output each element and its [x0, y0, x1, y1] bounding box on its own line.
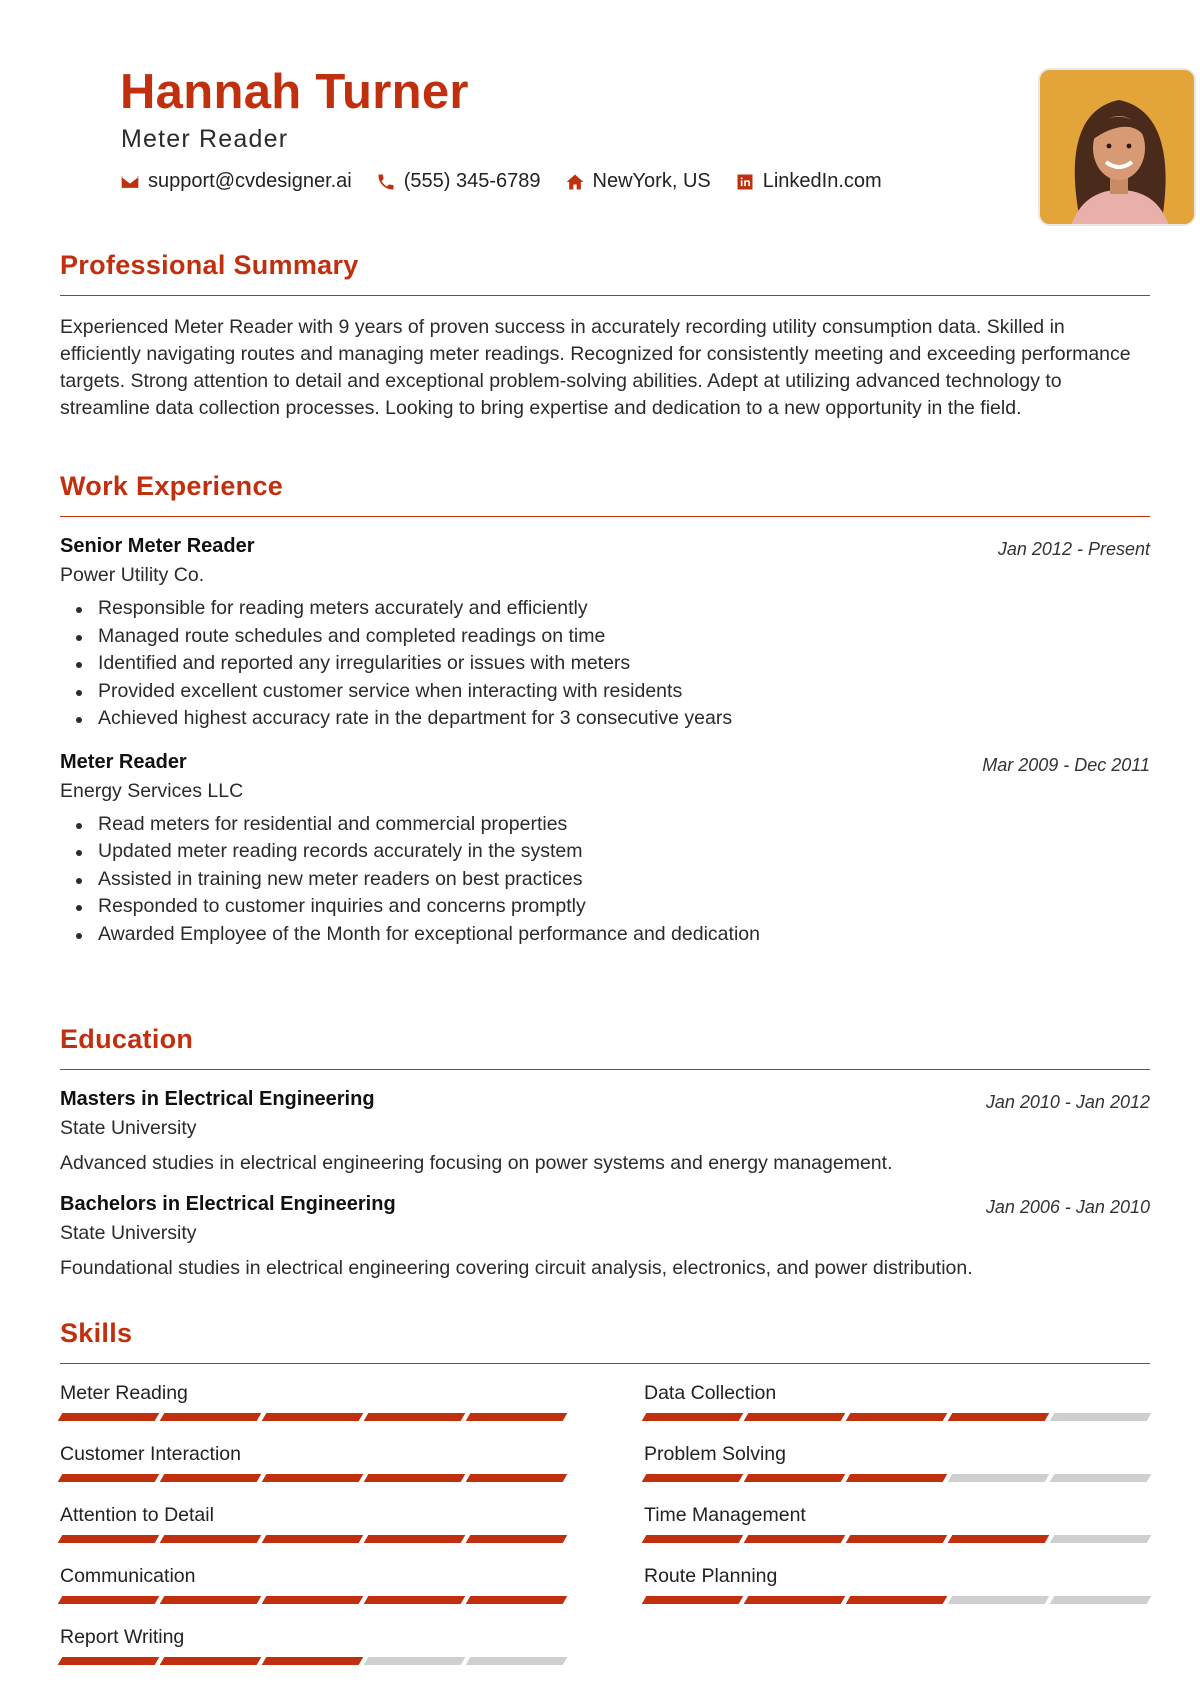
skills-section [60, 1318, 1150, 1665]
contact-phone[interactable] [376, 170, 541, 193]
contact-linkedin[interactable] [735, 170, 882, 193]
skill-segment-filled [262, 1413, 364, 1421]
home-icon [565, 172, 585, 192]
skill-segment-filled [160, 1535, 262, 1543]
job-bullet: Read meters for residential and commercial properties [76, 811, 1150, 839]
contact-email-text: support@cvdesigner.ai [148, 170, 352, 192]
skills-grid [60, 1382, 1150, 1665]
job-bullet: Provided excellent customer service when interacting with residents [76, 678, 1150, 706]
job-bullet: Responsible for reading meters accurately and efficiently [76, 595, 1150, 623]
skill-segment-empty [1050, 1596, 1152, 1604]
profile-photo [1038, 68, 1196, 226]
job-dates: Jan 2012 - Present [997, 539, 1150, 559]
skills-heading: Skills [60, 1318, 1150, 1364]
skill-segment-filled [262, 1657, 364, 1665]
job-bullet: Updated meter reading records accurately in the system [76, 838, 1150, 866]
skill-item [60, 1565, 566, 1604]
skill-segment-empty [1050, 1535, 1152, 1543]
skill-level-bar [60, 1535, 566, 1543]
skill-segment-filled [364, 1474, 466, 1482]
skill-segment-filled [642, 1596, 744, 1604]
skill-name: Route Planning [644, 1565, 778, 1587]
skill-item [644, 1382, 1150, 1421]
skill-segment-filled [364, 1413, 466, 1421]
degree-title: Bachelors in Electrical Engineering [60, 1193, 396, 1215]
skill-segment-filled [846, 1535, 948, 1543]
contact-location [565, 170, 711, 193]
contact-list [120, 170, 882, 193]
skill-level-bar [60, 1596, 566, 1604]
skill-name: Meter Reading [60, 1382, 188, 1404]
education-description: Foundational studies in electrical engineering covering circuit analysis, electronics, and power distribution. [60, 1257, 973, 1279]
skill-segment-filled [948, 1535, 1050, 1543]
skill-segment-filled [160, 1657, 262, 1665]
summary-heading: Professional Summary [60, 250, 1150, 296]
education-dates: Jan 2010 - Jan 2012 [985, 1092, 1150, 1112]
skill-segment-filled [262, 1474, 364, 1482]
experience-heading: Work Experience [60, 471, 1150, 517]
education-dates: Jan 2006 - Jan 2010 [985, 1197, 1150, 1217]
candidate-title: Meter Reader [121, 125, 289, 153]
skill-segment-filled [744, 1596, 846, 1604]
skill-segment-filled [364, 1596, 466, 1604]
skill-level-bar [60, 1474, 566, 1482]
skill-name: Problem Solving [644, 1443, 786, 1465]
experience-section [60, 471, 1150, 948]
contact-email[interactable] [120, 170, 352, 193]
skill-segment-filled [160, 1474, 262, 1482]
education-entry [60, 1193, 1150, 1280]
skill-name: Time Management [644, 1504, 806, 1526]
skill-segment-empty [1050, 1413, 1152, 1421]
skill-segment-filled [466, 1535, 568, 1543]
linkedin-icon [735, 172, 755, 192]
skill-segment-filled [466, 1596, 568, 1604]
skill-segment-filled [744, 1413, 846, 1421]
summary-text: Experienced Meter Reader with 9 years of proven success in accurately recording utility consumption data. Skilled in efficiently navigating routes and managing meter readings. Recognized for consistently meeting and exceeding performance targets. Strong attention to detail and exceptional problem-solving abilities. Adept at utilizing advanced technology to streamline data collection processes. Looking to bring expertise and dedication to a new opportunity in the field. [60, 316, 1131, 419]
job-title: Meter Reader [60, 750, 187, 773]
job-company: Energy Services LLC [60, 779, 244, 802]
skill-segment-filled [744, 1535, 846, 1543]
education-section [60, 1024, 1150, 1280]
phone-icon [376, 172, 396, 192]
skill-name: Attention to Detail [60, 1504, 214, 1526]
skill-segment-filled [466, 1413, 568, 1421]
skill-item [60, 1504, 566, 1543]
job-bullet: Assisted in training new meter readers on best practices [76, 866, 1150, 894]
skill-segment-filled [262, 1596, 364, 1604]
skill-segment-filled [642, 1413, 744, 1421]
skill-name: Customer Interaction [60, 1443, 241, 1465]
job-bullet: Identified and reported any irregularities or issues with meters [76, 650, 1150, 678]
profile-photo-illustration [1040, 70, 1196, 226]
school-name: State University [60, 1222, 197, 1244]
skill-segment-filled [846, 1413, 948, 1421]
skill-segment-filled [58, 1474, 160, 1482]
skill-level-bar [60, 1413, 566, 1421]
skill-segment-empty [948, 1596, 1050, 1604]
job-title: Senior Meter Reader [60, 535, 255, 557]
skill-segment-filled [160, 1413, 262, 1421]
skill-segment-filled [58, 1596, 160, 1604]
skill-name: Data Collection [644, 1382, 777, 1404]
skill-item [644, 1504, 1150, 1543]
skill-segment-filled [846, 1596, 948, 1604]
skill-segment-filled [466, 1474, 568, 1482]
job-bullet: Awarded Employee of the Month for exceptional performance and dedication [76, 921, 1150, 949]
job-bullets [60, 811, 1150, 949]
contact-location-text: NewYork, US [592, 170, 711, 192]
skill-segment-filled [160, 1596, 262, 1604]
skill-name: Communication [60, 1565, 196, 1587]
education-entry [60, 1088, 1150, 1175]
skill-segment-filled [58, 1535, 160, 1543]
education-heading: Education [60, 1024, 1150, 1070]
job-entry [60, 535, 1150, 733]
skill-level-bar [644, 1413, 1150, 1421]
skill-name: Report Writing [60, 1626, 185, 1648]
contact-linkedin-text: LinkedIn.com [762, 170, 882, 192]
skill-level-bar [60, 1657, 566, 1665]
skill-segment-filled [948, 1413, 1050, 1421]
skill-item [60, 1443, 566, 1482]
school-name: State University [60, 1117, 197, 1139]
skill-segment-filled [58, 1413, 160, 1421]
skill-segment-filled [846, 1474, 948, 1482]
envelope-icon [120, 172, 140, 192]
job-bullet: Responded to customer inquiries and concerns promptly [76, 893, 1150, 921]
resume-header [60, 0, 1140, 235]
skill-segment-filled [642, 1535, 744, 1543]
job-bullet: Achieved highest accuracy rate in the department for 3 consecutive years [76, 705, 1150, 733]
skill-segment-empty [364, 1657, 466, 1665]
skill-segment-filled [642, 1474, 744, 1482]
skill-item [60, 1382, 566, 1421]
candidate-name: Hannah Turner [120, 65, 469, 119]
skill-item [644, 1443, 1150, 1482]
skill-segment-filled [262, 1535, 364, 1543]
job-bullets [60, 595, 1150, 733]
degree-title: Masters in Electrical Engineering [60, 1088, 375, 1110]
skill-segment-filled [364, 1535, 466, 1543]
job-dates: Mar 2009 - Dec 2011 [982, 754, 1150, 775]
skill-item [60, 1626, 566, 1665]
skill-item [644, 1565, 1150, 1604]
skill-level-bar [644, 1535, 1150, 1543]
skill-segment-filled [58, 1657, 160, 1665]
summary-section [60, 250, 1150, 422]
skill-segment-empty [948, 1474, 1050, 1482]
contact-phone-text: (555) 345-6789 [403, 170, 541, 192]
job-bullet: Managed route schedules and completed readings on time [76, 623, 1150, 651]
education-description: Advanced studies in electrical engineering focusing on power systems and energy management. [60, 1152, 893, 1174]
skill-segment-empty [466, 1657, 568, 1665]
skill-segment-filled [744, 1474, 846, 1482]
skill-segment-empty [1050, 1474, 1152, 1482]
job-company: Power Utility Co. [60, 564, 205, 586]
job-entry [60, 751, 1150, 949]
skill-level-bar [644, 1596, 1150, 1604]
skill-level-bar [644, 1474, 1150, 1482]
